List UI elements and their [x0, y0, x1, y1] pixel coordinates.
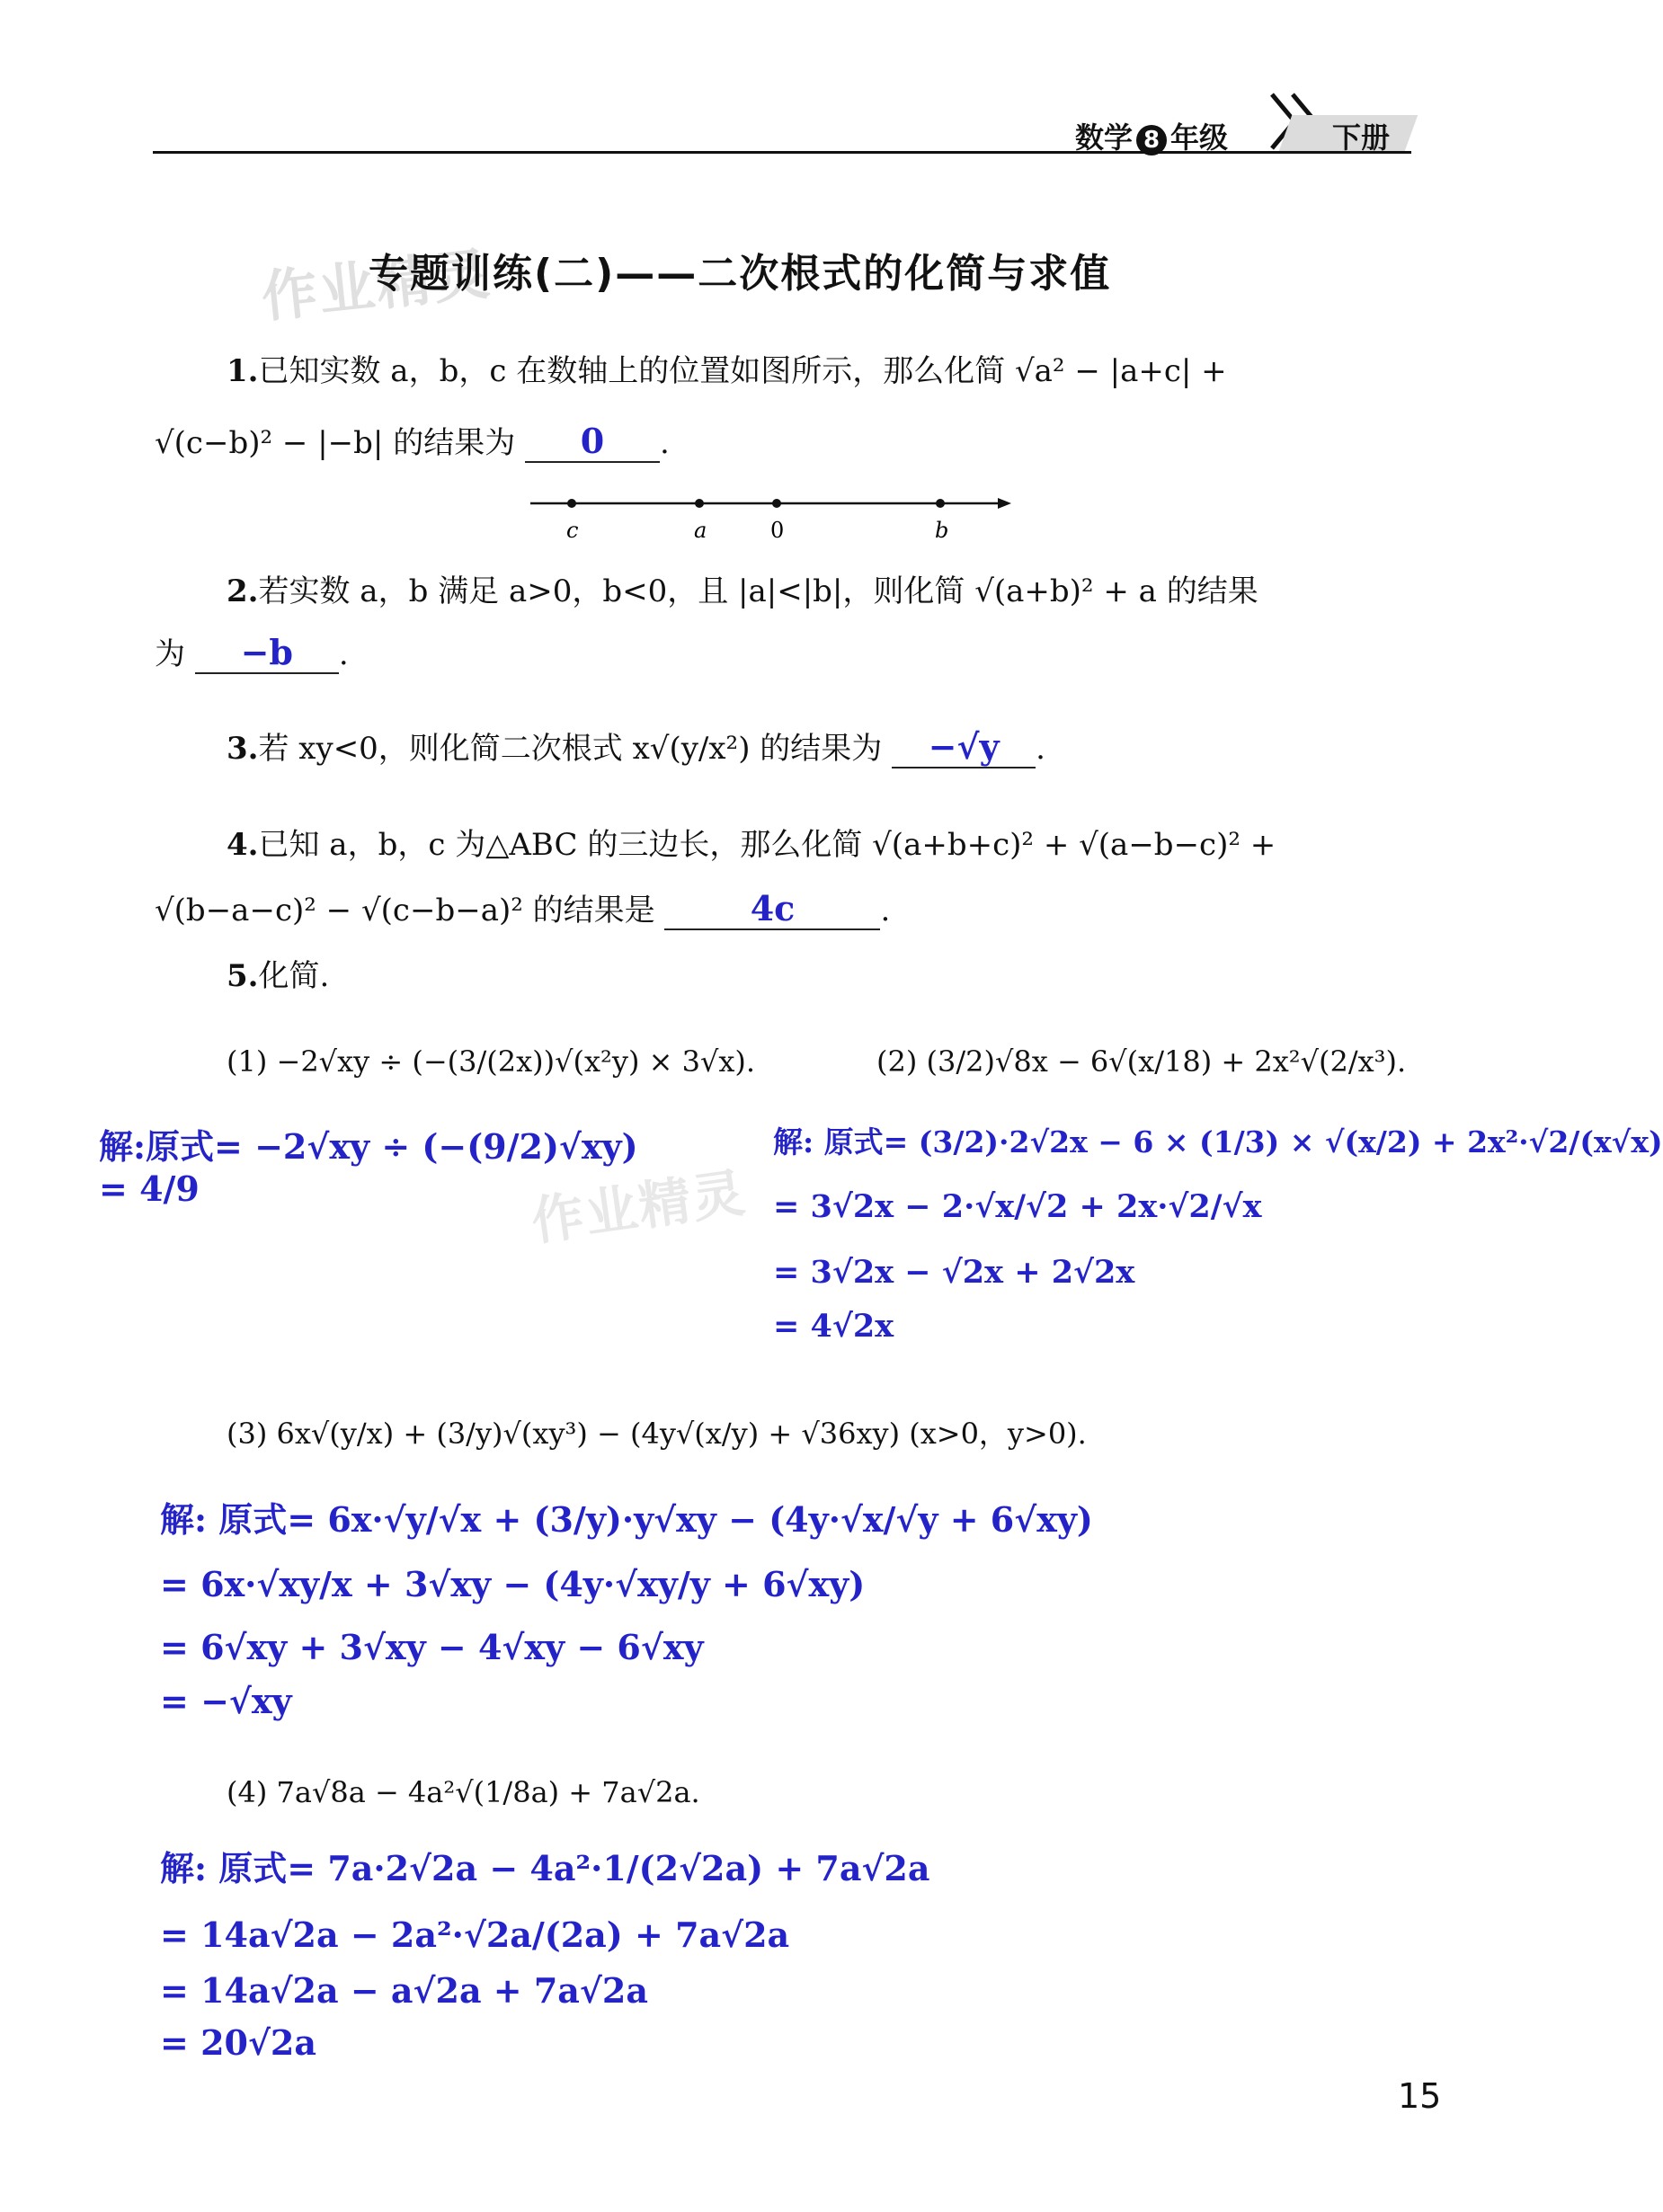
q2-answer: −b — [240, 632, 294, 672]
q5-part3-solution-2: = 6x·√xy/x + 3√xy − (4y·√xy/y + 6√xy) — [160, 1564, 866, 1604]
q5-part3-solution-1: 解: 原式= 6x·√y/√x + (3/y)·y√xy − (4y·√x/√y + 6√xy) — [160, 1499, 1093, 1540]
q3-answer-blank — [892, 726, 1036, 768]
point-b — [936, 499, 945, 508]
q5-part3-problem: (3) 6x√(y/x) + (3/y)√(xy³) − (4y√(x/y) + √36xy) (x>0，y>0). — [227, 1417, 1087, 1451]
page-title: 专题训练(二)——二次根式的化简与求值 — [369, 251, 1112, 297]
q2-answer-blank — [195, 632, 339, 674]
q3-text: 若 xy<0，则化简二次根式 x√(y/x²) 的结果为 — [258, 731, 883, 767]
q4-answer: 4c — [750, 888, 796, 928]
label-a: a — [694, 518, 707, 543]
q5-part1-solution-1: 解:原式= −2√xy ÷ (−(9/2)√xy) — [99, 1126, 638, 1167]
q3-answer: −√y — [928, 726, 1000, 767]
q5-part4-problem: (4) 7a√8a − 4a²√(1/8a) + 7a√2a. — [227, 1775, 700, 1809]
q4-answer-blank — [664, 888, 880, 930]
q5-part4-solution-1: 解: 原式= 7a·2√2a − 4a²·1/(2√2a) + 7a√2a — [160, 1848, 930, 1888]
q5-part4-solution-2: = 14a√2a − 2a²·√2a/(2a) + 7a√2a — [160, 1914, 790, 1955]
q2-text-line1: 若实数 a，b 满足 a>0，b<0，且 |a|<|b|，则化简 √(a+b)² + a 的结果 — [258, 573, 1258, 609]
q1-number: 1. — [227, 353, 259, 389]
point-a — [695, 499, 704, 508]
q5-part2-solution-3: = 3√2x − √2x + 2√2x — [773, 1254, 1135, 1291]
q5-part1-solution-2: = 4/9 — [99, 1168, 200, 1209]
q4-line1 — [227, 820, 1276, 864]
q5-number: 5. — [227, 958, 259, 994]
q2-line2: 为 −b . — [155, 632, 349, 672]
q5-part4-solution-4: = 20√2a — [160, 2022, 316, 2063]
q5-part2-problem: (2) (3/2)√8x − 6√(x/18) + 2x²√(2/x³). — [876, 1044, 1407, 1079]
q4-text-line2: √(b−a−c)² − √(c−b−a)² 的结果是 — [155, 893, 655, 928]
q2-line1 — [227, 566, 1258, 610]
q1-text-line2: √(c−b)² − |−b| 的结果为 — [155, 425, 516, 461]
watermark-middle: 作业精灵 — [528, 1161, 751, 1253]
q1-answer: 0 — [580, 421, 605, 461]
q1-text-line1: 已知实数 a，b，c 在数轴上的位置如图所示，那么化简 √a² − |a+c| + — [258, 353, 1227, 389]
q5-part2-solution-4: = 4√2x — [773, 1308, 894, 1345]
q5-heading — [227, 951, 329, 995]
q1-answer-blank — [525, 421, 660, 463]
header-volume: 下册 — [1332, 120, 1391, 155]
q5-part4-solution-3: = 14a√2a − a√2a + 7a√2a — [160, 1970, 648, 2011]
watermark-top: 作业精灵 — [258, 240, 494, 331]
q1-line2: √(c−b)² − |−b| 的结果为 0 . — [155, 421, 670, 461]
q5-part2-solution-1: 解: 原式= (3/2)·2√2x − 6 × (1/3) × √(x/2) + 2x²·√2/(x√x) — [773, 1124, 1663, 1159]
q1-line1 — [227, 346, 1227, 390]
q2-number: 2. — [227, 573, 259, 609]
grade-badge: 8 — [1136, 125, 1167, 155]
point-c — [567, 499, 576, 508]
label-b: b — [935, 518, 949, 543]
label-c: c — [566, 518, 579, 543]
q3-number: 3. — [227, 731, 259, 767]
header-subject: 数学 8 年级 — [1075, 120, 1229, 155]
q5-label: 化简. — [258, 958, 330, 994]
q5-part3-solution-3: = 6√xy + 3√xy − 4√xy − 6√xy — [160, 1627, 704, 1667]
q4-line2: √(b−a−c)² − √(c−b−a)² 的结果是 4c . — [155, 888, 891, 928]
page-number: 15 — [1398, 2076, 1442, 2116]
label-zero: 0 — [770, 518, 785, 543]
q4-number: 4. — [227, 827, 259, 863]
q4-text-line1: 已知 a，b，c 为△ABC 的三边长，那么化简 √(a+b+c)² + √(a−b−c)² + — [258, 827, 1276, 863]
q5-part2-solution-2: = 3√2x − 2·√x/√2 + 2x·√2/√x — [773, 1188, 1262, 1225]
q5-part1-problem: (1) −2√xy ÷ (−(3/(2x))√(x²y) × 3√x). — [227, 1044, 756, 1079]
number-line-diagram — [521, 485, 1025, 548]
q5-part3-solution-4: = −√xy — [160, 1681, 292, 1721]
point-zero — [772, 499, 781, 508]
q3-line1: 3.若 xy<0，则化简二次根式 x√(y/x²) 的结果为 −√y . — [227, 726, 1045, 767]
